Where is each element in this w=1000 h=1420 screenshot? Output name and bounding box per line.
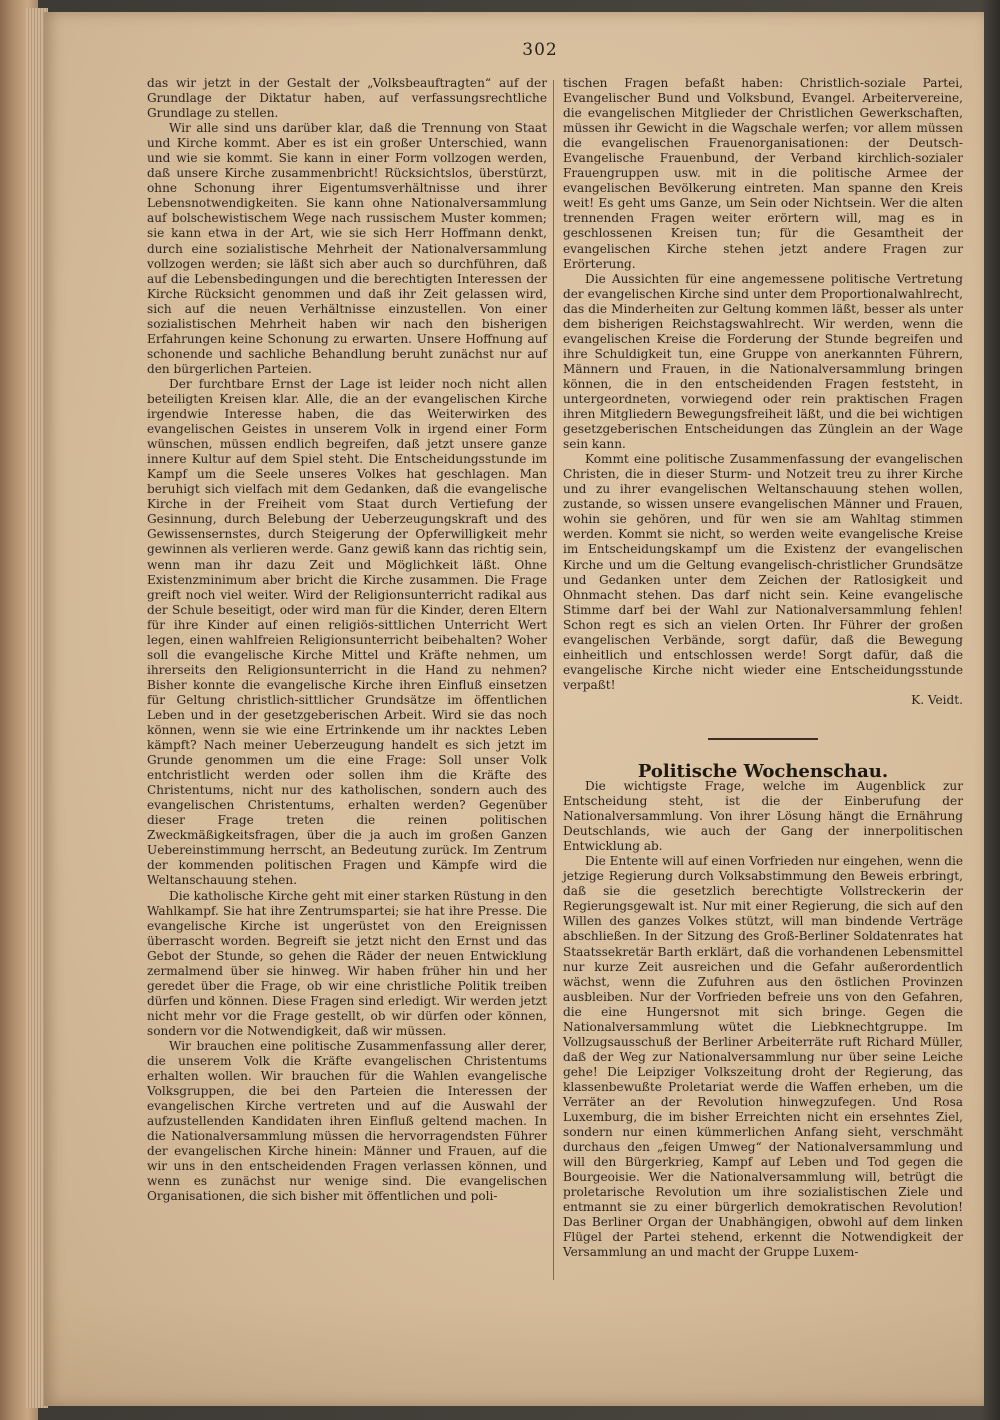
page-shading — [44, 1300, 984, 1406]
column-divider — [553, 80, 554, 1280]
paragraph: Die Entente will auf einen Vorfrieden nur eingehen, wenn die jetzige Regierung durch Volksabstimmung den Beweis erbringt, daß sie die gesetzlich berechtigte Vollstreckerin der Regierungsgewalt ist. Nur mit einer Regierung, die sich auf den Willen des ganzes Volkes stützt, will man bindende Verträge abschließen. In der Sitzung des Groß-Berliner Soldatenrates hat Staatssekretär Barth erklärt, daß die vorhandenen Lebensmittel nur kurze Zeit ausreichen und die Gefahr außerordentlich wächst, wenn die Zufuhren aus den östlichen Provinzen ausbleiben. Nur der Vorfrieden befreie uns von den Gefahren, die eine Hungersnot mit sich bringe. Gegen die Nationalversammlung wütet die Liebknechtgruppe. Im Vollzugsausschuß der Berliner Arbeiterräte ruft Richard Müller, daß der Weg zur Nationalversammlung nur über seine Leiche gehe! Die Leipziger Volkszeitung droht der Regierung, das klassenbewußte Proletariat werde die Waffen erheben, um die Verräter an der Revolution hinwegzufegen. Und Rosa Luxemburg, die im bisher Erreichten nicht ein ersehntes Ziel, sondern nur einen kümmerlichen Anfang sieht, verschmäht durchaus den „feigen Umweg“ der Nationalversammlung und will den Bürgerkrieg, Kampf auf Leben und Tod gegen die Bourgeoisie. Wer die Nationalversammlung will, betrügt die proletarische Revolution um ihre sozialistischen Ziele und entmannt sie zu einer bürgerlich demokratischen Revolution! Das Berliner Organ der Unabhängigen, obwohl auf dem linken Flügel der Partei stehend, erkennt die Notwendigkeit der Versammlung an und macht der Gruppe Luxem- — [563, 854, 963, 1260]
paragraph: Kommt eine politische Zusammenfassung der evangelischen Christen, die in dieser Sturm- und Notzeit treu zu ihrer Kirche und zu ihrer evangelischen Weltanschauung stehen wollen, zustande, so wissen unsere evangelischen Männer und Frauen, wohin sie gehören, und für wen sie am Wahltag stimmen werden. Kommt sie nicht, so werden weite evangelische Kreise im Entscheidungskampf um die Existenz der evangelischen Kirche und um die Geltung evangelisch-christlicher Grundsätze und Gedanken unter dem Zeichen der Ratlosigkeit und Ohnmacht stehen. Das darf nicht sein. Keine evangelische Stimme darf bei der Wahl zur Nationalversammlung fehlen! Schon regt es sich an vielen Orten. Ihr Führer der großen evangelischen Verbände, sorgt dafür, daß die Bewegung einheitlich und entschlossen werde! Sorgt dafür, daß die evangelische Kirche nicht wieder eine Entscheidungsstunde verpaßt! — [563, 452, 963, 692]
paragraph: Die Aussichten für eine angemessene politische Vertretung der evangelischen Kirche sind unter dem Proportionalwahlrecht, das die Minderheiten zur Geltung kommen läßt, besser als unter dem bisherigen Reichstagswahlrecht. Wir werden, wenn die evangelischen Kreise die Forderung der Stunde begreifen und ihre Schuldigkeit tun, eine Gruppe von anerkannten Führern, Männern und Frauen, in die Nationalversammlung bringen können, die in den entscheidenden Fragen feststeht, in untergeordneten, vorwiegend oder rein praktischen Fragen ihren Mitgliedern Bewegungsfreiheit läßt, und die bei wichtigen gesetzgeberischen Entscheidungen das Zünglein an der Wage sein kann. — [563, 271, 963, 452]
right-column — [563, 76, 963, 1261]
paragraph: Der furchtbare Ernst der Lage ist leider noch nicht allen beteiligten Kreisen klar. Alle, die an der evangelischen Kirche irgendwie Interesse haben, die das Weiterwirken des evangelischen Geistes in unserem Volk in irgend einer Form wünschen, müssen endlich begreifen, daß jetzt unsere ganze innere Kultur auf dem Spiel steht. Die Entscheidungsstunde im Kampf um die Seele unseres Volkes hat geschlagen. Man beruhigt sich vielfach mit dem Gedanken, daß die evangelische Kirche in der Freiheit vom Staat durch Vertiefung der Gesinnung, durch Belebung der Ueberzeugungskraft und des Gewissensernstes, durch Steigerung der Opferwilligkeit mehr gewinnen als verlieren werde. Ganz gewiß kann das richtig sein, wenn man ihr dazu Zeit und Möglichkeit läßt. Ohne Existenzminimum aber bricht die Kirche zusammen. Die Frage greift noch viel weiter. Wird der Religionsunterricht radikal aus der Schule beseitigt, oder wird man für die Kinder, deren Eltern für ihre Kinder auf einen religiös-sittlichen Unterricht Wert legen, einen wahlfreien Religionsunterricht beibehalten? Woher soll die evangelische Kirche Mittel und Kräfte nehmen, um ihrerseits den Religionsunterricht in die Hand zu nehmen? Bisher konnte die evangelische Kirche ihren Einfluß einsetzen für Geltung christlich-sittlicher Grundsätze im öffentlichen Leben und in der gesetzgeberischen Arbeit. Wird sie das noch können, wenn sie wie eine Ertrinkende um ihr nacktes Leben kämpft? Nach meiner Ueberzeugung handelt es sich jetzt im Grunde genommen um die eine Frage: Soll unser Volk entchristlicht werden oder sollen ihm die Kräfte des Christentums, nicht nur des katholischen, sondern auch des evangelischen Christentums, erhalten werden? Gegenüber dieser Frage treten die reinen politischen Zweckmäßigkeitsfragen, über die ja auch im großen Ganzen Uebereinstimmung herrscht, an Bedeutung zurück. Im Zentrum der kommenden politischen Fragen und Kämpfe wird die Weltanschauung stehen. — [147, 376, 547, 888]
paragraph: das wir jetzt in der Gestalt der „Volksbeauftragten“ auf der Grundlage der Diktatur haben, auf verfassungsrechtliche Grundlage zu stellen. — [147, 76, 547, 121]
author-signature: K. Veidt. — [911, 692, 963, 707]
paragraph: Die wichtigste Frage, welche im Augenblick zur Entscheidung steht, ist die der Einberufung der Nationalversammlung. Von ihrer Lösung hängt die Ernährung Deutschlands, wie auch der Gang der innerpolitischen Entwicklung ab. — [563, 779, 963, 854]
paragraph: Die katholische Kirche geht mit einer starken Rüstung in den Wahlkampf. Sie hat ihre Zentrumspartei; sie hat ihre Presse. Die evangelische Kirche ist ungerüstet von den Ereignissen überrascht worden. Begreift sie jetzt nicht den Ernst und das Gebot der Stunde, so gehen die Räder der neuen Entwicklung zermalmend über sie hinweg. Wir haben früher hin und her geredet über die Frage, ob wir eine christliche Politik treiben dürfen und können. Diese Fragen sind erledigt. Wir werden jetzt nicht mehr vor die Frage gestellt, ob wir dürfen oder können, sondern vor die Notwendigkeit, daß wir müssen. — [147, 888, 547, 1038]
section-separator-rule — [708, 738, 818, 740]
paragraph: Wir alle sind uns darüber klar, daß die Trennung von Staat und Kirche kommt. Aber es ist ein großer Unterschied, wann und wie sie kommt. Sie kann in einer Form vollzogen werden, daß unsere Kirche zusammenbricht! Rücksichtslos, überstürzt, ohne Schonung ihrer Eigentumsverhältnisse und ihrer Lebensnotwendigkeiten. Sie kann ohne Nationalversammlung auf bolschewistischem Wege nach russischem Muster kommen; sie kann etwa in der Art, wie sie sich Herr Hoffmann denkt, durch eine sozialistische Mehrheit der Nationalversammlung vollzogen werden; sie läßt sich aber auch so durchführen, daß auf die Lebensbedingungen und die berechtigten Interessen der Kirche Rücksicht genommen und daß ihr Zeit gelassen wird, sich auf die neuen Verhältnisse einzustellen. Von einer sozialistischen Mehrheit haben wir nach den bisherigen Erfahrungen keine Schonung zu erwarten. Unsere Hoffnung auf schonende und sachliche Behandlung beruht zunächst nur auf den bürgerlichen Parteien. — [147, 121, 547, 376]
section-title: Politische Wochenschau. — [637, 760, 889, 782]
page-number: 302 — [522, 40, 558, 60]
paragraph: tischen Fragen befaßt haben: Christlich-soziale Partei, Evangelischer Bund und Volksbund, Evangel. Arbeitervereine, die evangelischen Mitglieder der Christlichen Gewerkschaften, müssen ihr Gewicht in die Wagschale werfen; vor allem müssen die evangelischen Frauenorganisationen: der Deutsch-Evangelische Frauenbund, der Verband kirchlich-sozialer Frauengruppen usw. mit in die politische Armee der evangelischen Bevölkerung eintreten. Man spanne den Kreis weit! Es geht ums Ganze, um Sein oder Nichtsein. Wer die alten trennenden Fragen weiter erörtern will, mag es in geschlossenen Kreisen tun; für die Gesamtheit der evangelischen Kirche stehen jetzt andere Fragen zur Erörterung. — [563, 76, 963, 271]
paragraph: Wir brauchen eine politische Zusammenfassung aller derer, die unserem Volk die Kräfte evangelischen Christentums erhalten wollen. Wir brauchen für die Wahlen evangelische Volksgruppen, die bei den Parteien die Interessen der evangelischen Kirche vertreten und auf die Auswahl der aufzustellenden Kandidaten ihren Einfluß geltend machen. In die Nationalversammlung müssen die hervorragendsten Führer der evangelischen Kirche hinein: Männer und Frauen, auf die wir uns in den entscheidenden Fragen verlassen können, und wenn es zunächst nur wenige sind. Die evangelischen Organisationen, die sich bisher mit öffentlichen und poli- — [147, 1039, 547, 1204]
left-column — [147, 76, 547, 1205]
